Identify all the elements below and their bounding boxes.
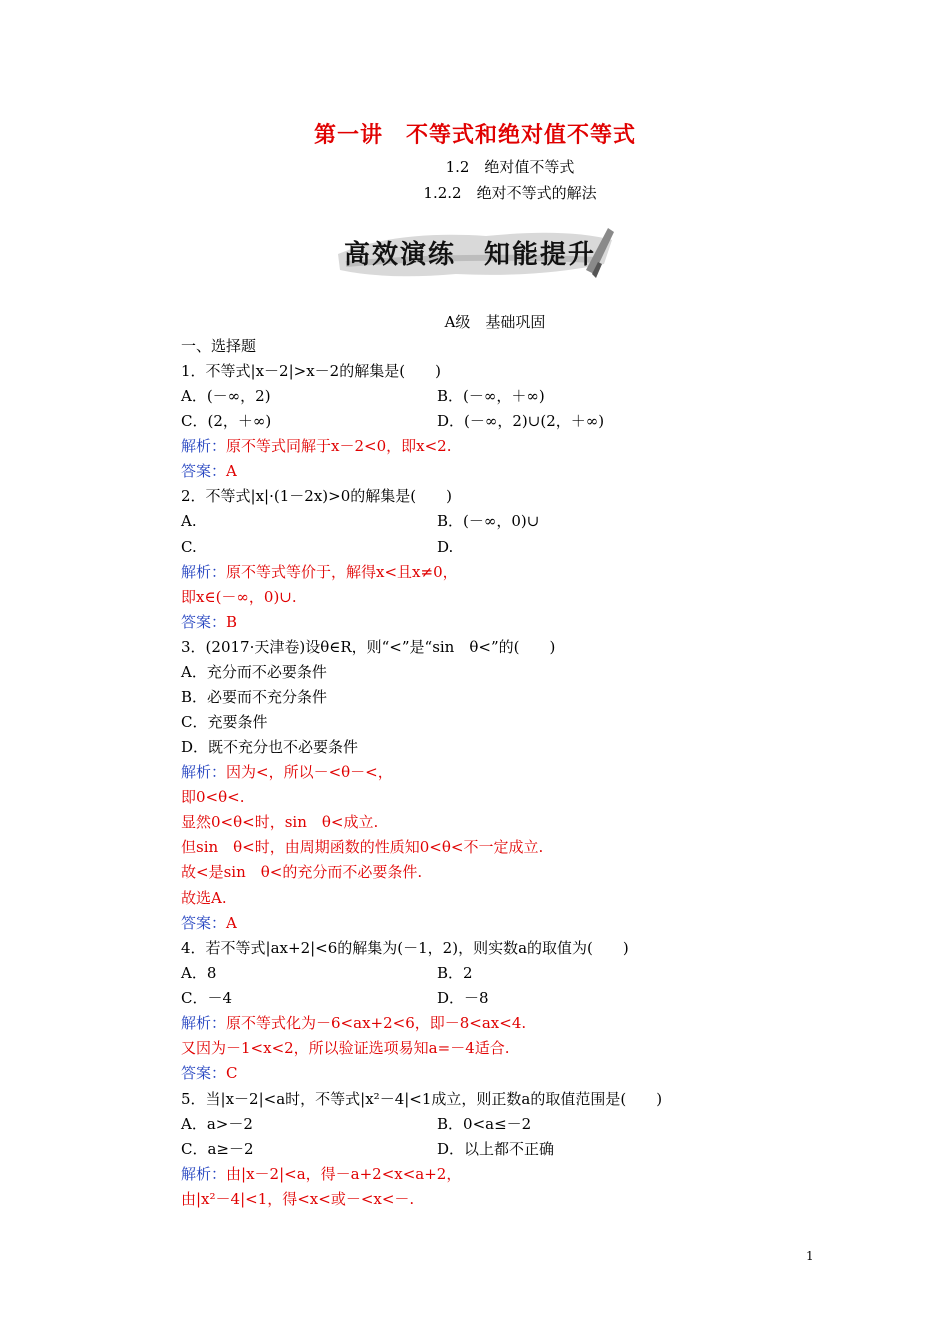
analysis-text: 原不等式等价于，解得x<且x≠0， [226,563,458,581]
option-a: A．8 [181,964,217,982]
analysis-label: 解析： [181,1014,227,1032]
analysis-text: 故选A. [181,889,227,907]
page-title: 第一讲 不等式和绝对值不等式 [313,123,636,148]
option-d: D．(－∞，2)∪(2，＋∞) [437,412,605,430]
option-a: A．a>－2 [181,1115,253,1133]
question-stem: 4．若不等式|ax+2|<6的解集为(－1，2)，则实数a的取值为( ) [181,939,629,957]
analysis-label: 解析： [181,563,227,581]
answer-line [181,1063,238,1083]
question-stem: 1．不等式|x－2|>x－2的解集是( ) [181,362,441,380]
option-d: D．既不充分也不必要条件 [181,738,359,756]
option-a: A．充分而不必要条件 [181,663,327,681]
option-c: C．－4 [181,989,233,1007]
answer-line [181,461,237,481]
answer-label: 答案： [181,462,227,480]
subsection-title: 1.2.2 绝对不等式的解法 [423,184,597,202]
section-heading: 一、选择题 [181,337,257,355]
answer-label: 答案： [181,914,227,932]
option-d: D. [437,538,454,556]
analysis-text: 故<是sin θ<的充分而不必要条件. [181,863,423,881]
analysis-text: 原不等式同解于x－2<0，即x<2. [226,437,452,455]
option-a: A. [181,512,197,530]
analysis-text: 即x∈(－∞，0)∪. [181,588,297,606]
analysis-label: 解析： [181,437,227,455]
option-b: B．0<a≤－2 [437,1115,532,1133]
answer-value: C [226,1064,238,1082]
option-d: D．以上都不正确 [437,1140,555,1158]
banner-text: 高效演练 知能提升 [344,240,597,270]
banner [336,224,618,280]
option-a: A．(－∞，2) [181,387,271,405]
answer-value: B [226,613,238,631]
level-title: A级 基础巩固 [444,313,546,331]
analysis-text: 即0<θ<. [181,788,245,806]
option-c: C．充要条件 [181,713,268,731]
option-b: B．(－∞，0)∪ [437,512,540,530]
option-c: C．a≥－2 [181,1140,254,1158]
section-title: 1.2 绝对值不等式 [445,158,575,176]
analysis-line [181,436,451,456]
analysis-label: 解析： [181,763,227,781]
page-number: 1 [806,1249,814,1263]
answer-value: A [226,462,237,480]
answer-label: 答案： [181,613,227,631]
answer-value: A [226,914,237,932]
question-stem: 2．不等式|x|·(1－2x)>0的解集是( ) [181,487,452,505]
answer-line [181,612,237,632]
option-b: B．(－∞，＋∞) [437,387,545,405]
analysis-text: 显然0<θ<时，sin θ<成立. [181,813,379,831]
option-c: C．(2，＋∞) [181,412,272,430]
answer-line [181,913,237,933]
answer-label: 答案： [181,1064,227,1082]
analysis-line [181,1013,526,1033]
option-c: C. [181,538,197,556]
analysis-label: 解析： [181,1165,227,1183]
option-b: B．必要而不充分条件 [181,688,328,706]
analysis-line [181,562,458,582]
analysis-text: 由|x²－4|<1，得<x<或－<x<－. [181,1190,415,1208]
analysis-line [181,1164,461,1184]
analysis-text: 原不等式化为－6<ax+2<6，即－8<ax<4. [226,1014,527,1032]
question-stem: 3．(2017·天津卷)设θ∈R，则“<”是“sin θ<”的( ) [181,638,556,656]
analysis-text: 因为<，所以－<θ－<， [226,763,393,781]
option-d: D．－8 [437,989,489,1007]
analysis-line [181,762,393,782]
analysis-text: 又因为－1<x<2，所以验证选项易知a=－4适合. [181,1039,510,1057]
option-b: B．2 [437,964,473,982]
question-stem: 5．当|x－2|<a时，不等式|x²－4|<1成立，则正数a的取值范围是( ) [181,1090,663,1108]
analysis-text: 但sin θ<时，由周期函数的性质知0<θ<不一定成立. [181,838,544,856]
analysis-text: 由|x－2|<a，得－a+2<x<a+2， [226,1165,462,1183]
